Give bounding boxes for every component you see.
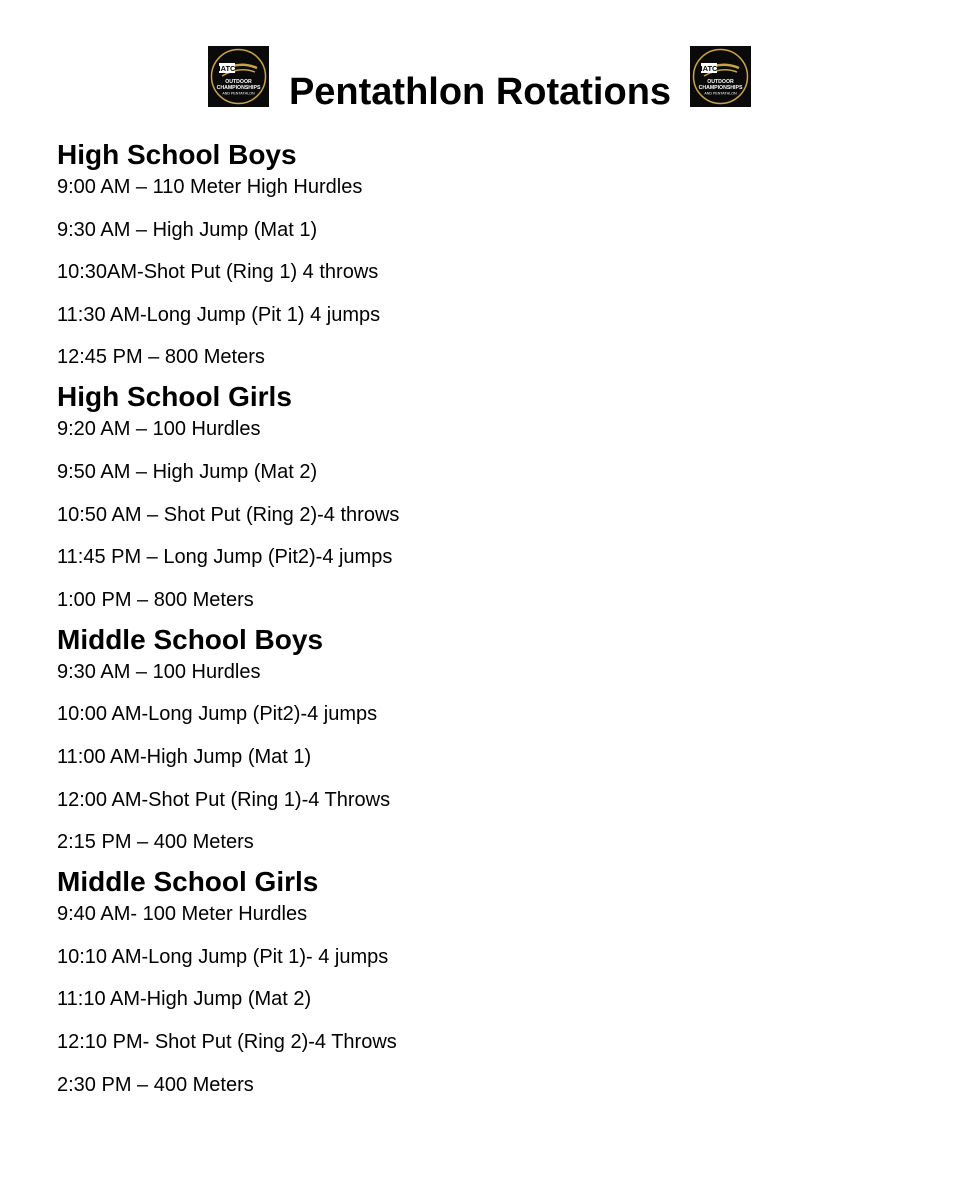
- svg-text:IATC: IATC: [700, 64, 718, 73]
- event-list: [57, 173, 917, 379]
- iatc-championships-logo-icon: [208, 46, 269, 107]
- svg-text:AND PENTATHLON: AND PENTATHLON: [222, 91, 255, 96]
- iatc-championships-logo-icon: [690, 46, 751, 107]
- section-middle-school-girls: [57, 864, 917, 1106]
- event-item: 9:00 AM – 110 Meter High Hurdles: [57, 176, 363, 198]
- section-title: High School Boys: [57, 139, 297, 170]
- iatc-logo-right: [690, 46, 751, 107]
- event-item: 2:30 PM – 400 Meters: [57, 1073, 254, 1096]
- section-title: High School Girls: [57, 381, 292, 413]
- event-item: 11:45 PM – Long Jump (Pit2)-4 jumps: [57, 546, 393, 569]
- iatc-logo-left: [208, 46, 269, 107]
- svg-text:IATC: IATC: [218, 64, 236, 73]
- event-list: [57, 658, 917, 864]
- event-item: 10:30AM-Shot Put (Ring 1) 4 throws: [57, 261, 379, 284]
- event-item: 10:50 AM – Shot Put (Ring 2)-4 throws: [57, 503, 400, 526]
- event-item: 10:10 AM-Long Jump (Pit 1)- 4 jumps: [57, 945, 389, 968]
- svg-text:OUTDOOR: OUTDOOR: [707, 79, 734, 85]
- page-header: [0, 46, 960, 113]
- section-title: Middle School Boys: [57, 623, 324, 655]
- event-list: [57, 415, 917, 621]
- event-item: 11:10 AM-High Jump (Mat 2): [57, 988, 312, 1011]
- svg-text:CHAMPIONSHIPS: CHAMPIONSHIPS: [698, 85, 743, 91]
- svg-text:OUTDOOR: OUTDOOR: [225, 79, 252, 85]
- event-item: 9:30 AM – High Jump (Mat 1): [57, 218, 318, 241]
- event-item: 9:30 AM – 100 Hurdles: [57, 660, 261, 683]
- svg-text:AND PENTATHLON: AND PENTATHLON: [704, 91, 737, 96]
- section-high-school-boys: [57, 137, 917, 379]
- rotation-schedule: [57, 137, 917, 1107]
- event-item: 12:45 PM – 800 Meters: [57, 346, 265, 369]
- event-item: 9:40 AM- 100 Meter Hurdles: [57, 903, 308, 926]
- section-title: Middle School Girls: [57, 866, 319, 898]
- event-item: 1:00 PM – 800 Meters: [57, 588, 254, 611]
- section-middle-school-boys: [57, 622, 917, 864]
- event-item: 9:50 AM – High Jump (Mat 2): [57, 460, 318, 483]
- section-high-school-girls: [57, 379, 917, 621]
- event-item: 11:00 AM-High Jump (Mat 1): [57, 745, 312, 768]
- event-item: 12:10 PM- Shot Put (Ring 2)-4 Throws: [57, 1030, 397, 1053]
- event-item: 9:20 AM – 100 Hurdles: [57, 418, 261, 441]
- svg-text:CHAMPIONSHIPS: CHAMPIONSHIPS: [216, 85, 261, 91]
- event-item: 2:15 PM – 400 Meters: [57, 831, 254, 854]
- event-list: [57, 900, 917, 1106]
- page-title: Pentathlon Rotations: [288, 71, 672, 113]
- event-item: 11:30 AM-Long Jump (Pit 1) 4 jumps: [57, 303, 381, 326]
- event-item: 10:00 AM-Long Jump (Pit2)-4 jumps: [57, 703, 378, 726]
- event-item: 12:00 AM-Shot Put (Ring 1)-4 Throws: [57, 788, 391, 811]
